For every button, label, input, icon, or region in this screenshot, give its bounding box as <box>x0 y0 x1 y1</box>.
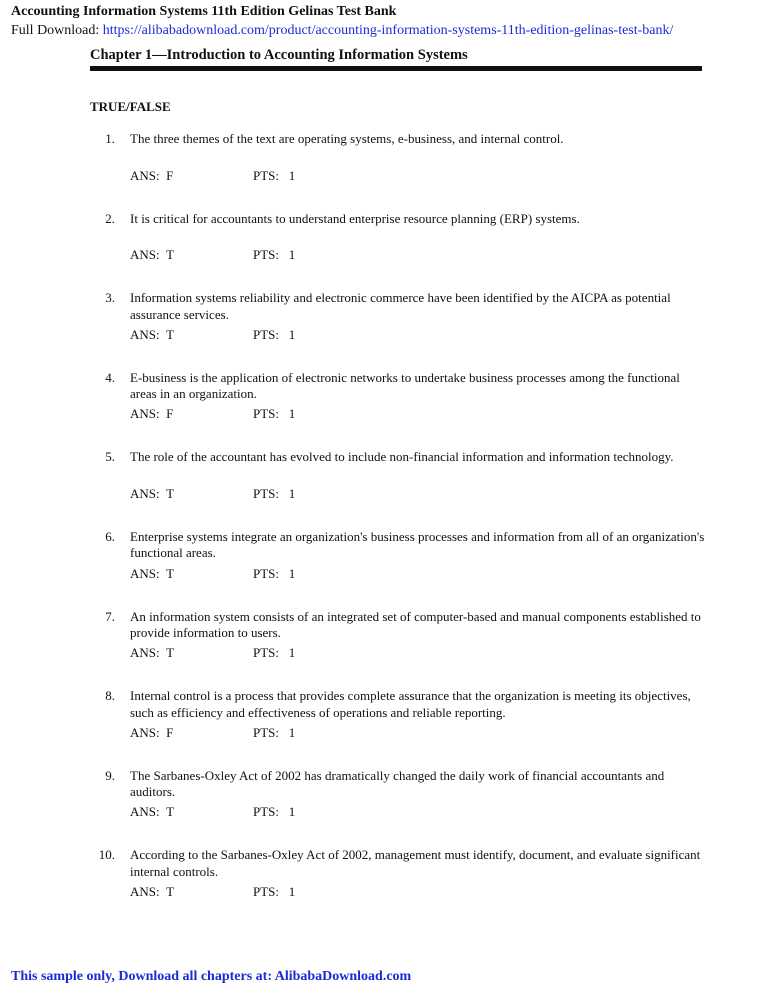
question-number: 7. <box>105 608 115 624</box>
answer <box>130 486 253 502</box>
question-number: 8. <box>105 688 115 704</box>
answer-label: ANS: <box>130 724 160 740</box>
answer-label: ANS: <box>130 804 160 820</box>
answer-line <box>130 725 295 741</box>
document-title: Accounting Information Systems 11th Edition Gelinas Test Bank <box>11 4 397 19</box>
answer <box>130 884 253 900</box>
answer-line <box>130 804 295 820</box>
answer-value: T <box>166 883 175 899</box>
answer-line <box>130 486 295 502</box>
points <box>253 247 295 262</box>
question-item <box>90 211 705 291</box>
chapter-title: Chapter 1—Introduction to Accounting Information Systems <box>90 47 468 63</box>
answer <box>130 804 253 820</box>
points-value: 1 <box>288 565 296 581</box>
answer <box>130 645 253 661</box>
question-number: 4. <box>105 369 115 385</box>
points-value: 1 <box>288 247 296 263</box>
answer-label: ANS: <box>130 565 160 581</box>
answer-value: T <box>166 326 175 342</box>
question-text: E-business is the application of electronic networks to undertake business processes among the functional areas in an organization. <box>130 369 680 402</box>
question-item <box>90 370 705 450</box>
points <box>253 725 295 740</box>
answer-line <box>130 327 295 343</box>
question-item <box>90 290 705 370</box>
answer-value: T <box>166 804 175 820</box>
points-label: PTS: <box>253 724 280 740</box>
answer-value: F <box>166 724 174 740</box>
question-item <box>90 609 705 689</box>
points-label: PTS: <box>253 247 280 263</box>
answer <box>130 566 253 582</box>
points-label: PTS: <box>253 406 280 422</box>
points <box>253 566 295 581</box>
answer-value: F <box>166 406 174 422</box>
points-value: 1 <box>288 326 296 342</box>
answer-line <box>130 168 295 184</box>
question-text: According to the Sarbanes-Oxley Act of 2002, management must identify, document, and evaluate significant internal controls. <box>130 847 701 879</box>
points <box>253 327 295 342</box>
question-item <box>90 688 705 768</box>
answer-value: T <box>166 645 175 661</box>
points-label: PTS: <box>253 565 280 581</box>
footer-download-note[interactable]: This sample only, Download all chapters at: AlibabaDownload.com <box>11 969 412 984</box>
question-text: Enterprise systems integrate an organization's business processes and information from all of an organization's functional areas. <box>130 528 705 561</box>
full-download-label: Full Download: <box>11 23 100 38</box>
question-item <box>90 449 705 529</box>
answer-value: T <box>166 565 175 581</box>
question-number: 9. <box>105 767 115 783</box>
question-list <box>90 131 705 927</box>
question-number: 10. <box>98 847 115 863</box>
question-text: An information system consists of an integrated set of computer-based and manual components established to provide information to users. <box>130 608 701 641</box>
question-item <box>90 529 705 609</box>
points-label: PTS: <box>253 326 280 342</box>
answer-line <box>130 247 295 263</box>
answer-label: ANS: <box>130 883 160 899</box>
points <box>253 406 295 421</box>
points <box>253 884 295 899</box>
question-text: It is critical for accountants to understand enterprise resource planning (ERP) systems. <box>130 210 580 226</box>
points <box>253 486 295 501</box>
question-item <box>90 131 705 211</box>
answer <box>130 327 253 343</box>
answer-value: T <box>166 485 175 501</box>
answer-line <box>130 884 295 900</box>
answer-label: ANS: <box>130 167 160 183</box>
points-label: PTS: <box>253 804 280 820</box>
question-item <box>90 847 705 927</box>
question-text: The Sarbanes-Oxley Act of 2002 has dramatically changed the daily work of financial accountants and auditors. <box>130 767 665 800</box>
points <box>253 804 295 819</box>
question-text: The three themes of the text are operating systems, e-business, and internal control. <box>130 131 564 146</box>
answer <box>130 725 253 741</box>
answer-label: ANS: <box>130 247 160 263</box>
points-label: PTS: <box>253 485 280 501</box>
points-value: 1 <box>288 167 296 183</box>
answer <box>130 406 253 422</box>
question-number: 3. <box>105 290 115 306</box>
answer-label: ANS: <box>130 406 160 422</box>
question-number: 1. <box>105 131 115 146</box>
question-text: Internal control is a process that provides complete assurance that the organization is meeting its objectives, such as efficiency and effectiveness of operations and reliable reporting. <box>130 688 691 720</box>
answer-value: T <box>166 247 175 263</box>
download-link[interactable]: https://alibabadownload.com/product/accounting-information-systems-11th-edition-gelinas-test-bank/ <box>102 23 674 38</box>
question-text: Information systems reliability and electronic commerce have been identified by the AICPA as potential assurance services. <box>130 290 671 322</box>
points-value: 1 <box>288 883 296 899</box>
question-item <box>90 768 705 848</box>
answer-label: ANS: <box>130 645 160 661</box>
chapter-divider <box>90 66 702 71</box>
points-label: PTS: <box>253 645 280 661</box>
points <box>253 168 295 183</box>
answer <box>130 168 253 184</box>
answer-line <box>130 406 295 422</box>
points-label: PTS: <box>253 167 280 183</box>
question-number: 5. <box>105 449 115 465</box>
points <box>253 645 295 660</box>
points-value: 1 <box>288 485 296 501</box>
question-number: 2. <box>105 210 115 226</box>
points-value: 1 <box>288 724 296 740</box>
points-value: 1 <box>288 804 296 820</box>
points-value: 1 <box>288 406 296 422</box>
answer-line <box>130 645 295 661</box>
answer-label: ANS: <box>130 326 160 342</box>
answer <box>130 247 253 263</box>
answer-value: F <box>166 167 174 183</box>
answer-line <box>130 566 295 582</box>
points-value: 1 <box>288 645 296 661</box>
full-download-line <box>11 22 673 40</box>
question-text: The role of the accountant has evolved to include non-financial information and information technology. <box>130 449 674 465</box>
answer-label: ANS: <box>130 485 160 501</box>
points-label: PTS: <box>253 883 280 899</box>
question-number: 6. <box>105 528 115 544</box>
section-heading: TRUE/FALSE <box>90 99 171 114</box>
